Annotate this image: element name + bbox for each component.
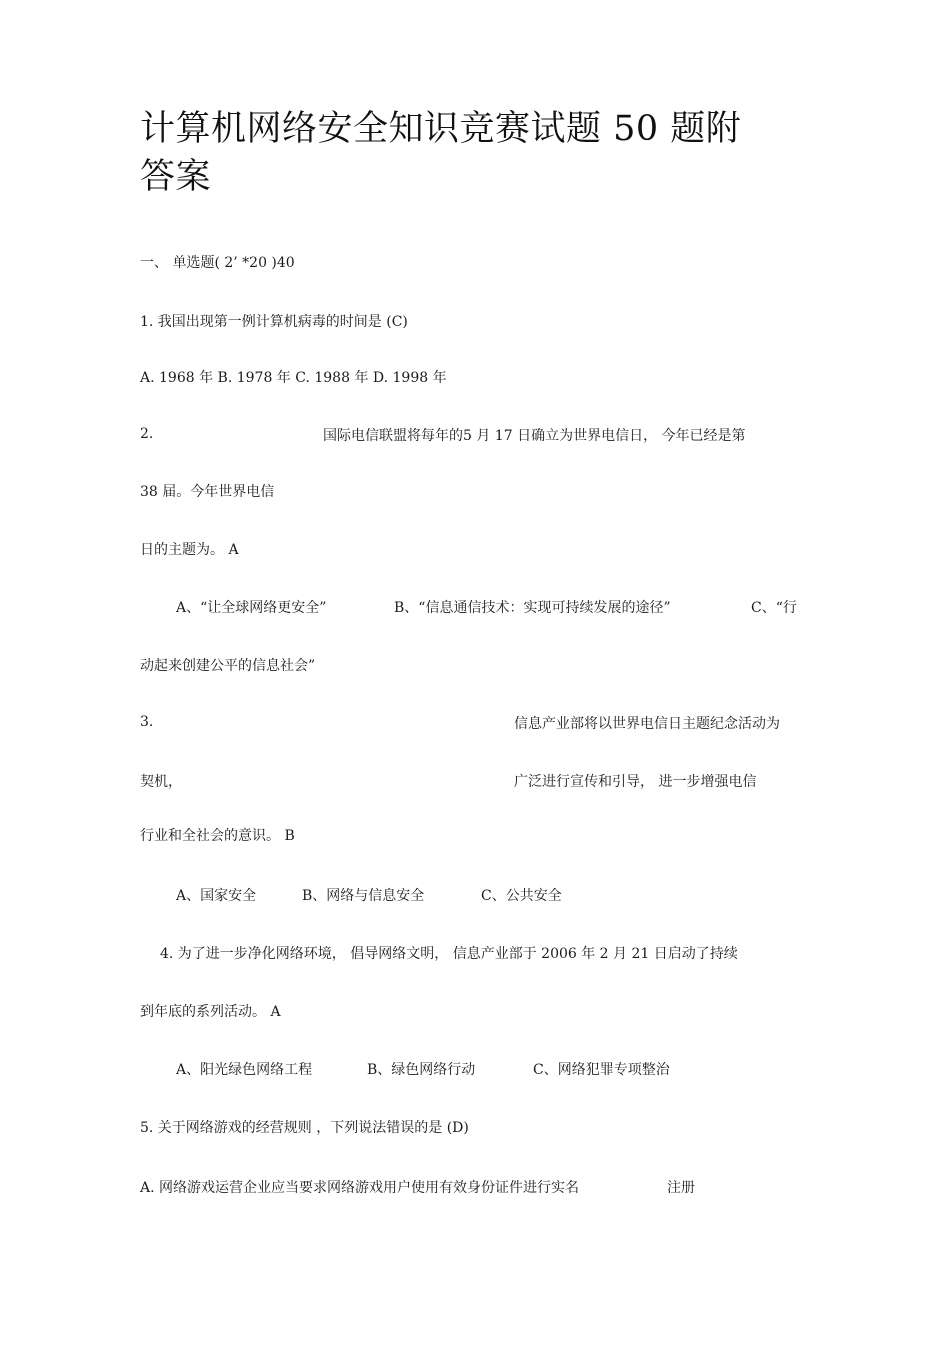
question-3-number: 3.	[140, 714, 154, 730]
question-3-option-a: A、国家安全	[176, 888, 257, 904]
question-3-option-b: B、网络与信息安全	[302, 888, 425, 904]
question-2-option-c: C、“行	[751, 600, 797, 616]
question-2-option-a: A、“让全球网络更安全”	[176, 600, 327, 616]
question-2-number: 2.	[140, 426, 154, 442]
question-4-line-2: 到年底的系列活动。 A	[140, 1004, 281, 1020]
question-2-option-b: B、“信息通信技术：实现可持续发展的途径”	[394, 600, 671, 616]
question-5-option-a: A. 网络游戏运营企业应当要求网络游戏用户使用有效身份证件进行实名	[140, 1180, 580, 1196]
question-1-options: A. 1968 年 B. 1978 年 C. 1988 年 D. 1998 年	[140, 370, 447, 386]
question-2-option-c-continued: 动起来创建公平的信息社会”	[140, 658, 316, 674]
section-heading: 一、 单选题( 2’ *20 )40	[140, 255, 295, 271]
question-3-line-1: 信息产业部将以世界电信日主题纪念活动为	[514, 716, 780, 732]
question-1: 1. 我国出现第一例计算机病毒的时间是 (C)	[140, 314, 408, 330]
question-4-line-1: 4. 为了进一步净化网络环境， 倡导网络文明， 信息产业部于 2006 年 2 月 21 日启动了持续	[160, 946, 738, 962]
question-3-line-2-start: 契机，	[140, 774, 182, 790]
question-5: 5. 关于网络游戏的经营规则 ，下列说法错误的是 (D)	[140, 1120, 469, 1136]
question-5-option-a-tail: 注册	[667, 1180, 695, 1196]
question-4-option-c: C、网络犯罪专项整治	[533, 1062, 670, 1078]
question-2-line-1: 国际电信联盟将每年的5 月 17 日确立为世界电信日， 今年已经是第	[323, 428, 746, 444]
question-3-option-c: C、公共安全	[481, 888, 562, 904]
question-2-line-2: 38 届。今年世界电信	[140, 484, 275, 500]
document-title-line-2: 答案	[140, 157, 212, 197]
document-title-line-1: 计算机网络安全知识竞赛试题 50 题附	[140, 109, 742, 149]
question-3-line-3: 行业和全社会的意识。 B	[140, 828, 295, 844]
question-2-line-3: 日的主题为。 A	[140, 542, 239, 558]
question-4-option-b: B、绿色网络行动	[367, 1062, 476, 1078]
question-3-line-2-end: 广泛进行宣传和引导， 进一步增强电信	[514, 774, 757, 790]
question-4-option-a: A、阳光绿色网络工程	[176, 1062, 313, 1078]
